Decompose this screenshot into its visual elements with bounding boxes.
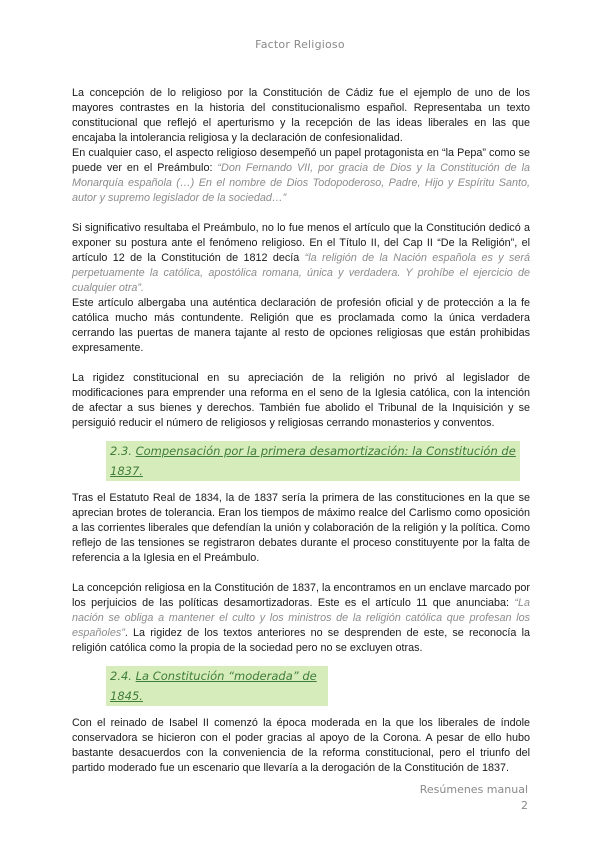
paragraph-7-tail: . La rigidez de los textos anteriores no se desprenden de este, se reconocía la religión católica como la propia de la sociedad pero no se excluyen otras. [72,627,530,654]
paragraph-7-text: La concepción religiosa en la Constitución de 1837, la encontramos en un enclave marcado por los perjuicios de las políticas desamortizadoras. Este es el artículo 11 que anunciaba: [72,582,530,609]
paragraph-8: Con el reinado de Isabel II comenzó la época moderada en la que los liberales de índole conservadora se hicieron con el poder gracias al apoyo de la Corona. A pesar de ello hubo bastante desacuerdos con la conveniencia de la reforma constitucional, pero el triunfo del partido moderado fue un escenario que llevaría a la derogación de la Constitución de 1837. [72,717,530,774]
paragraph-4: Este artículo albergaba una auténtica declaración de profesión oficial y de protección a la fe católica mucho más contundente. Religión que es proclamada como la única verdadera cerrando las puertas de manera tajante al resto de opciones religiosas que están prohibidas expresamente. [72,297,530,354]
paragraph-7 [72,581,530,656]
page-number: 2 [521,799,528,812]
paragraph-6: Tras el Estatuto Real de 1834, la de 1837 sería la primera de las constituciones en la que se aprecian brotes de tolerancia. Eran los tiempos de máximo realce del Carlismo como oposición a las corrientes liberales que defendían la unión y colaboración de la religión y la política. Como reflejo de las tensiones se registraron debates durante el proceso constituyente por la falta de referencia a la Iglesia en el Preámbulo. [72,492,530,564]
section-heading-2-4 [72,666,530,706]
preamble-quote: “Don Fernando VII, por gracia de Dios y la Constitución de la Monarquía española (…) En el nombre de Dios Todopoderoso, Padre, Hijo y Espíritu Santo, autor y supremo legislador de la sociedad…” [72,162,530,204]
article-11-quote: “La nación se obliga a mantener el culto y los ministros de la religión católica que profesan los españoles” [72,597,530,639]
paragraph-3-text: Si significativo resultaba el Preámbulo, no lo fue menos el artículo que la Constitución dedicó a exponer su postura ante el fenómeno religioso. En el Título II, del Cap II “De la Religión”, el artículo 12 de la Constitución de 1812 decía [72,222,530,264]
page-footer [420,782,528,814]
paragraph-1: La concepción de lo religioso por la Constitución de Cádiz fue el ejemplo de uno de los mayores contrastes en la historia del constitucionalismo español. Representaba un texto constitucional que reflejó el aperturismo y la recepción de las ideas liberales en las que encajaba la intolerancia religiosa y la declaración de confesionalidad. [72,87,530,144]
section-number: 2.3. [110,444,132,458]
section-heading-2-3 [72,441,530,481]
paragraph-3 [72,221,530,296]
section-number: 2.4. [110,669,132,683]
document-body [72,86,530,776]
section-title: La Constitución “moderada” de 1845. [110,669,317,703]
paragraph-5: La rigidez constitucional en su apreciación de la religión no privó al legislador de modificaciones para emprender una reforma en el seno de la Iglesia católica, con la intención de afectar a sus bienes y derechos. También fue abolido el Tribunal de la Inquisición y se persiguió reducir el número de religiosos y religiosas cerrando monasterios y conventos. [72,372,530,429]
section-title: Compensación por la primera desamortización: la Constitución de 1837. [110,444,516,478]
article-12-quote: “la religión de la Nación española es y será perpetuamente la católica, apostólica romana, única y verdadera. Y prohíbe el ejercicio de cualquier otra”. [72,252,530,294]
footer-label: Resúmenes manual [419,783,528,796]
paragraph-2 [72,146,530,206]
page-header: Factor Religioso [255,38,345,51]
paragraph-2-text: En cualquier caso, el aspecto religioso desempeñó un papel protagonista en “la Pepa” como se puede ver en el Preámbulo: [72,147,530,174]
